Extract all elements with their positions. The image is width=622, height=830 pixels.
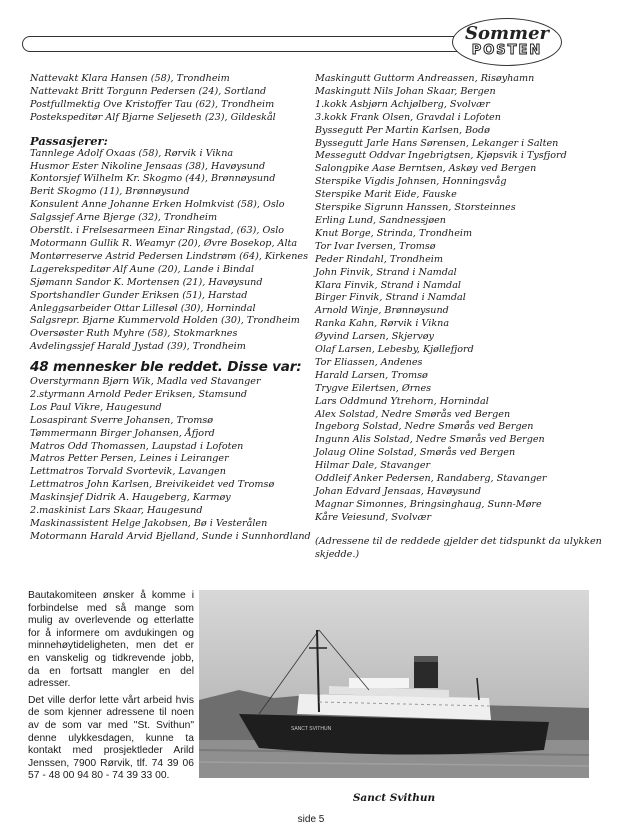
list-item: Sterspike Vigdis Johnsen, Honningsvåg — [315, 176, 507, 188]
ship-name-label: SANCT SVITHUN — [291, 726, 332, 732]
list-item: Oberstlt. i Frelsesarmeen Einar Ringstad, (63), Oslo — [30, 225, 285, 237]
list-item: Nattevakt Britt Torgunn Pedersen (24), Sortland — [30, 85, 267, 97]
list-item: Postekspeditør Alf Bjarne Seljeseth (23), Gildeskål — [30, 111, 276, 123]
list-item: Avdelingssjef Harald Jystad (39), Trondheim — [30, 341, 246, 353]
list-item: Klara Finvik, Strand i Namdal — [315, 279, 461, 291]
ship-illustration — [199, 590, 589, 778]
list-item: Tannlege Adolf Oxaas (58), Rørvik i Vikna — [30, 147, 234, 159]
list-item: Jolaug Oline Solstad, Smørås ved Bergen — [315, 447, 516, 459]
list-item: Nattevakt Klara Hansen (58), Trondheim — [30, 73, 230, 84]
list-item: Olaf Larsen, Lebesby, Kjøllefjord — [315, 344, 474, 356]
list-item: Salgssjef Arne Bjerge (32), Trondheim — [30, 212, 218, 224]
list-item: Tømmermann Birger Johansen, Åfjord — [30, 427, 215, 439]
list-item: Byssegutt Per Martin Karlsen, Bodø — [315, 124, 490, 136]
list-item: Overstyrmann Bjørn Wik, Madla ved Stavanger — [30, 376, 261, 388]
rescued-heading: 48 mennesker ble reddet. Disse var: — [30, 359, 302, 376]
info-box — [28, 590, 194, 787]
list-item: Lettmatros Torvald Svortevik, Lavangen — [30, 466, 226, 478]
info-paragraph: Det ville derfor lette vårt arbeid hvis de som kjenner adressene til noen av de som var med "St. Svithun" denne ulykkesdagen, kunne ta kontakt med prosjektleder Arild Jenssen, 7900 Rørvik, tlf. 74 39 06 57 - 48 00 94 80 - 74 39 33 00. — [28, 694, 194, 782]
logo-subtitle: POSTEN — [471, 43, 543, 58]
address-note: (Adressene til de reddede gjelder det tidspunkt da ulykken skjedde.) — [315, 535, 602, 560]
list-item: Magnar Simonnes, Bringsinghaug, Sunn-Møre — [315, 498, 542, 510]
list-item: Motormann Harald Arvid Bjelland, Sunde i Sunnhordland — [30, 530, 311, 542]
passenger-list — [30, 148, 316, 355]
list-item: Sterspike Marit Eide, Fauske — [315, 189, 457, 201]
passengers-heading: Passasjerer: — [30, 133, 108, 148]
rescued-list-left — [30, 376, 316, 544]
list-item: Matros Petter Persen, Leines i Leiranger — [30, 453, 229, 465]
sommerposten-logo — [452, 18, 562, 66]
list-item: Knut Borge, Strinda, Trondheim — [315, 227, 473, 239]
list-item: Lettmatros John Karlsen, Breivikeidet ved Tromsø — [30, 479, 275, 491]
list-item: Trygve Eilertsen, Ørnes — [315, 382, 432, 394]
list-item: Salgsrepr. Bjarne Kummervold Holden (30), Trondheim — [30, 315, 300, 327]
list-item: 3.kokk Frank Olsen, Gravdal i Lofoten — [315, 111, 501, 123]
list-item: Tor Ivar Iversen, Tromsø — [315, 240, 436, 252]
list-item: Montørreserve Astrid Pedersen Lindstrøm (64), Kirkenes — [30, 250, 309, 262]
list-item: 1.kokk Asbjørn Achjølberg, Svolvær — [315, 98, 490, 110]
list-item: Maskingutt Nils Johan Skaar, Bergen — [315, 85, 496, 97]
list-item: 2.maskinist Lars Skaar, Haugesund — [30, 505, 203, 517]
list-item: Birger Finvik, Strand i Namdal — [315, 292, 466, 304]
list-item: Messegutt Oddvar Ingebrigtsen, Kjøpsvik i Tysfjord — [315, 150, 567, 162]
list-item: Ranka Kahn, Rørvik i Vikna — [315, 318, 450, 330]
page-number: side 5 — [297, 814, 325, 825]
list-item: Arnold Winje, Brønnøysund — [315, 305, 449, 317]
list-item: Postfullmektig Ove Kristoffer Tau (62), Trondheim — [30, 98, 275, 110]
list-item: Losaspirant Sverre Johansen, Tromsø — [30, 414, 214, 426]
list-item: Johan Edvard Jensaas, Havøysund — [315, 486, 482, 497]
list-item: Erling Lund, Sandnessjøen — [315, 214, 446, 226]
list-item: Anleggsarbeider Ottar Lillesøl (30), Hornindal — [30, 302, 256, 314]
list-item: Motormann Gullik R. Weamyr (20), Øvre Bosekop, Alta — [30, 237, 298, 249]
list-item: Maskingutt Guttorm Andreassen, Risøyhamn — [315, 73, 535, 84]
list-item: Maskinsjef Didrik A. Haugeberg, Karmøy — [30, 492, 231, 504]
info-paragraph: Bautakomiteen ønsker å komme i forbindelse med så mange som mulig av overlevende og etterlatte for å informere om avdukingen og minnehøytideligheten, men det er en vanskelig og tidkrevende jobb, da en fortsatt mangler en del adresser. — [28, 590, 194, 690]
list-item: Hilmar Dale, Stavanger — [315, 460, 431, 472]
crew-list-continued — [30, 73, 316, 125]
list-item: Sportshandler Gunder Eriksen (51), Harstad — [30, 289, 248, 301]
list-item: Ingunn Alis Solstad, Nedre Smørås ved Bergen — [315, 434, 545, 446]
left-column — [30, 73, 316, 544]
list-item: John Finvik, Strand i Namdal — [315, 266, 457, 278]
photo-caption: Sanct Svithun — [352, 792, 436, 804]
ship-photo — [199, 590, 589, 778]
list-item: Lars Oddmund Ytrehorn, Hornindal — [315, 395, 489, 407]
list-item: Alex Solstad, Nedre Smørås ved Bergen — [315, 408, 511, 420]
list-item: Matros Odd Thomassen, Laupstad i Lofoten — [30, 440, 244, 452]
list-item: Tor Eliassen, Andenes — [315, 356, 423, 368]
list-item: Salongpike Aase Berntsen, Askøy ved Bergen — [315, 163, 537, 175]
list-item: Byssegutt Jarle Hans Sørensen, Lekanger i Salten — [315, 137, 559, 149]
list-item: Maskinassistent Helge Jakobsen, Bø i Vesterålen — [30, 518, 268, 529]
list-item: Kåre Veiesund, Svolvær — [315, 511, 432, 523]
list-item: Lagerekspeditør Alf Aune (20), Lande i Bindal — [30, 263, 255, 275]
list-item: Berit Skogmo (11), Brønnøysund — [30, 186, 190, 198]
list-item: Husmor Ester Nikoline Jensaas (38), Havøysund — [30, 160, 266, 172]
list-item: Sjømann Sandor K. Mortensen (21), Havøysund — [30, 276, 263, 288]
list-item: Los Paul Vikre, Haugesund — [30, 401, 162, 413]
list-item: Ingeborg Solstad, Nedre Smørås ved Bergen — [315, 421, 534, 433]
rescued-list-right — [315, 73, 615, 525]
list-item: Oddleif Anker Pedersen, Randaberg, Stavanger — [315, 473, 547, 485]
list-item: 2.styrmann Arnold Peder Eriksen, Stamsund — [30, 388, 248, 400]
list-item: Peder Rindahl, Trondheim — [315, 253, 443, 265]
header-bar — [22, 36, 524, 52]
list-item: Konsulent Anne Johanne Erken Holmkvist (58), Oslo — [30, 199, 285, 211]
right-column — [315, 73, 615, 562]
list-item: Kontorsjef Wilhelm Kr. Skogmo (44), Brønnøysund — [30, 173, 276, 185]
list-item: Sterspike Sigrunn Hanssen, Storsteinnes — [315, 202, 516, 214]
list-item: Oversøster Ruth Myhre (58), Stokmarknes — [30, 328, 238, 340]
list-item: Øyvind Larsen, Skjervøy — [315, 331, 434, 343]
logo-title: Sommer — [464, 23, 550, 44]
list-item: Harald Larsen, Tromsø — [315, 369, 428, 381]
